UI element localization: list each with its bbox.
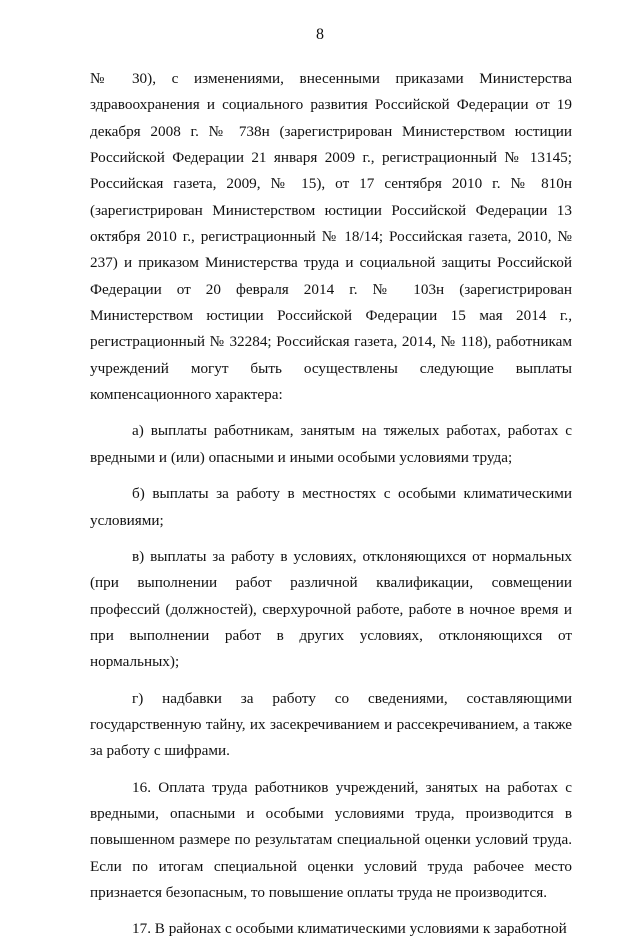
paragraph-clause-16: 16. Оплата труда работников учреждений, занятых на работах с вредными, опасными и особыми условиями труда, производится в повышенном размере по результатам специальной оценки условий труда. Если по итогам специальной оценки условий труда рабочее место признается безопасным, то повышение оплаты труда не производится. [90, 778, 572, 901]
page-number: 8 [316, 26, 324, 43]
paragraph-clause-17: 17. В районах с особыми климатическими условиями к заработной [132, 920, 567, 938]
paragraph-item-a: а) выплаты работникам, занятым на тяжелых работах, работах с вредными и (или) опасными и иными особыми условиями труда; [90, 422, 572, 466]
document-body [90, 66, 572, 943]
paragraph-item-v: в) выплаты за работу в условиях, отклоняющихся от нормальных (при выполнении работ различной квалификации, совмещении профессий (должностей), сверхурочной работе, работе в ночное время и при выполнении работ в других условиях, отклоняющихся от нормальных); [90, 547, 572, 671]
paragraph-item-g: г) надбавки за работу со сведениями, составляющими государственную тайну, их засекречиванием и рассекречиванием, а также за работу с шифрами. [90, 689, 572, 760]
paragraph-item-b: б) выплаты за работу в местностях с особыми климатическими условиями; [90, 485, 572, 529]
paragraph-continuation: № 30), с изменениями, внесенными приказами Министерства здравоохранения и социального развития Российской Федерации от 19 декабря 2008 г. № 738н (зарегистрирован Министерством юстиции Российской Федерации 21 января 2009 г., регистрационный № 13145; Российская газета, 2009, № 15), от 17 сентября 2010 г. № 810н (зарегистрирован Министерством юстиции Российской Федерации 13 октября 2010 г., регистрационный № 18/14; Российская газета, 2010, № 237) и приказом Министерства труда и социальной защиты Российской Федерации от 20 февраля 2014 г. № 103н (зарегистрирован Министерством юстиции Российской Федерации 15 мая 2014 г., регистрационный № 32284; Российская газета, 2014, № 118), работникам учреждений могут быть осуществлены следующие выплаты компенсационного характера: [90, 70, 572, 404]
